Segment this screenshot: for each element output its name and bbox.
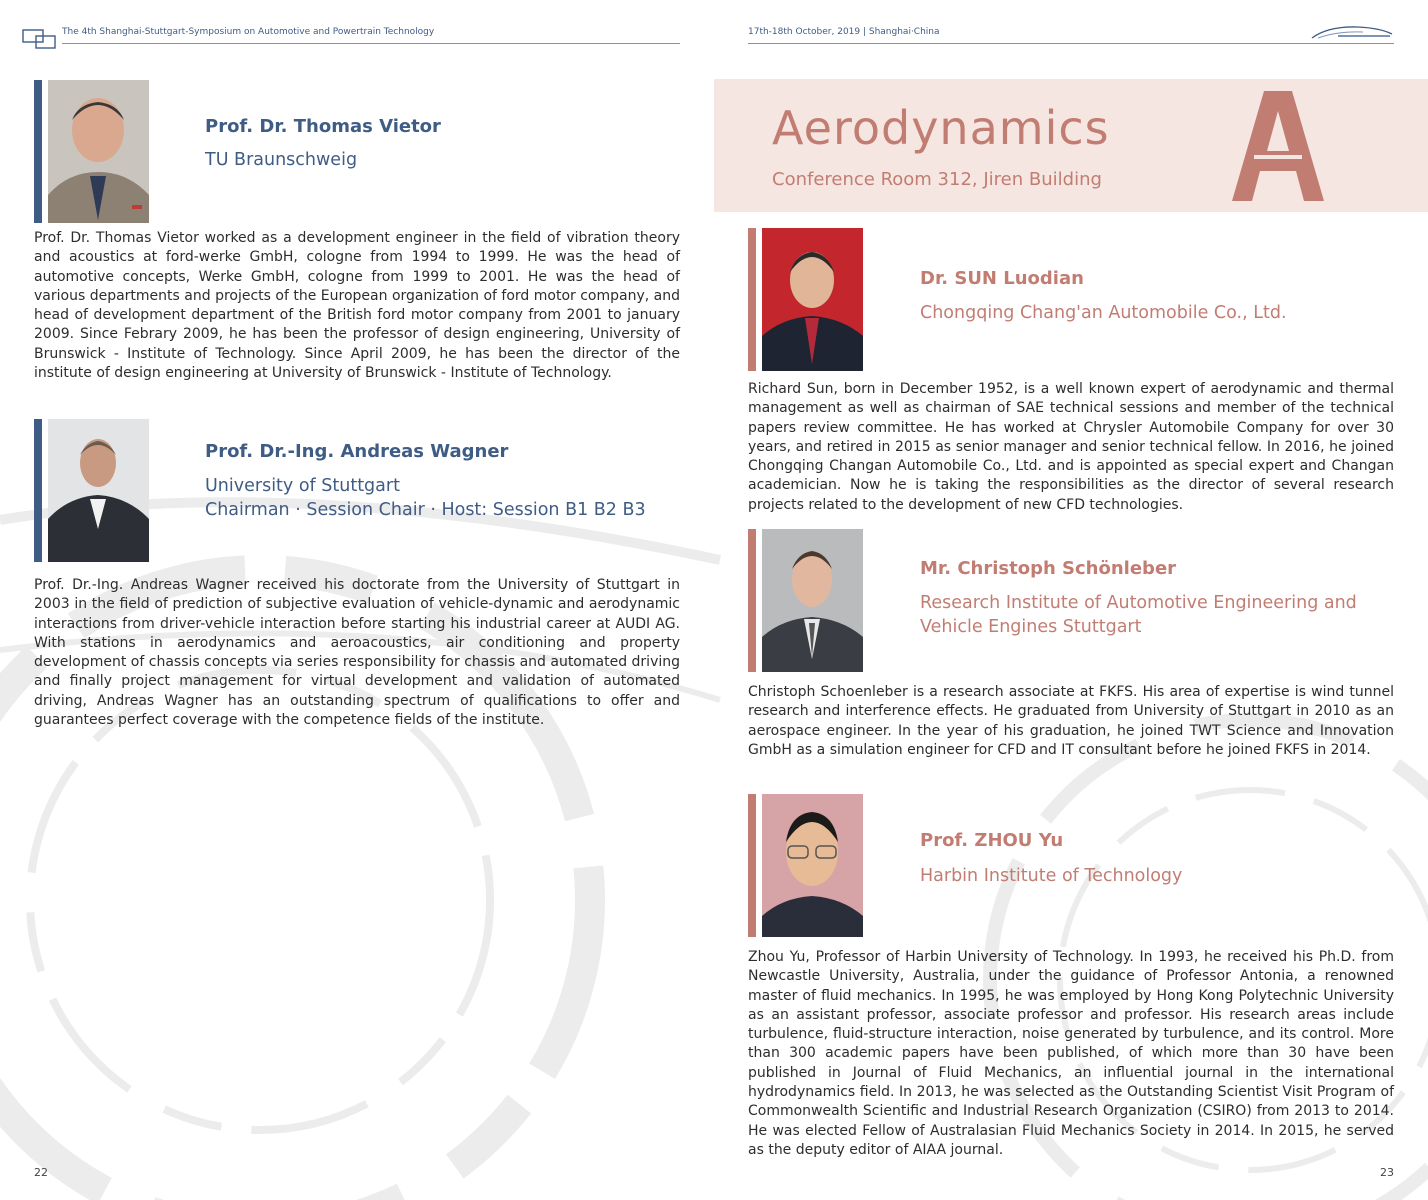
header-rule	[748, 43, 1394, 44]
session-room: Conference Room 312, Jiren Building	[772, 169, 1102, 190]
speaker-name: Mr. Christoph Schönleber	[920, 558, 1177, 579]
speaker-affiliation: Research Institute of Automotive Engineering and Vehicle Engines Stuttgart	[920, 593, 1357, 637]
speaker-photo	[48, 80, 149, 223]
symposium-title: The 4th Shanghai-Stuttgart-Symposium on Automotive and Powertrain Technology	[62, 27, 435, 37]
speaker-affiliation: TU Braunschweig	[205, 150, 358, 170]
speaker-name: Dr. SUN Luodian	[920, 268, 1084, 289]
accent-bar	[34, 80, 42, 223]
speaker-card-sun	[748, 228, 1394, 371]
speaker-photo	[48, 419, 149, 562]
accent-bar	[748, 529, 756, 672]
speaker-card-wagner	[34, 419, 680, 562]
speaker-affiliation: University of Stuttgart	[205, 476, 400, 496]
session-letter-a	[1232, 89, 1324, 201]
symposium-car-logo	[1308, 22, 1394, 42]
overlapping-squares-icon	[22, 28, 56, 50]
event-date-location: 17th-18th October, 2019 | Shanghai·China	[748, 27, 940, 37]
page-number-left: 22	[34, 1166, 48, 1179]
speaker-name: Prof. Dr.-Ing. Andreas Wagner	[205, 441, 509, 462]
speaker-bio: Prof. Dr.-Ing. Andreas Wagner received his doctorate from the University of Stuttgart in 2003 in the field of prediction of subjective evaluation of vehicle-dynamic and aerodynamic interactions from driver-vehicle interaction before starting his industrial career at AUDI AG. With stations in aerodynamics and aeroacoustics, air conditioning and property development of chassis concepts via series responsibility for chassis and automated driving and finally project management for virtual development and validation of automated driving, Andreas Wagner has an outstanding spectrum of qualifications to offer and guarantees perfect coverage with the competence fields of the institute.	[34, 577, 680, 729]
session-banner	[714, 79, 1428, 212]
speaker-affiliation: Chongqing Chang'an Automobile Co., Ltd.	[920, 303, 1287, 323]
speaker-card-zhou	[748, 794, 1394, 937]
speaker-photo	[762, 228, 863, 371]
accent-bar	[748, 794, 756, 937]
speaker-affiliation: Harbin Institute of Technology	[920, 866, 1183, 886]
speaker-role: Chairman · Session Chair · Host: Session B1 B2 B3	[205, 500, 646, 520]
left-page-header	[22, 22, 680, 46]
speaker-photo	[762, 529, 863, 672]
session-title: Aerodynamics	[772, 101, 1110, 155]
page-number-right: 23	[1380, 1166, 1394, 1179]
speaker-card-vietor	[34, 80, 680, 223]
accent-bar	[748, 228, 756, 371]
speaker-name: Prof. ZHOU Yu	[920, 830, 1064, 851]
speaker-bio: Richard Sun, born in December 1952, is a well known expert of aerodynamic and thermal management as well as chairman of SAE technical sessions and member of the technical papers review committee. He has worked at Chrysler Automobile Company for over 30 years, and retired in 2015 as senior manager and senior technical fellow. In 2016, he joined Chongqing Changan Automobile Co., Ltd. and is appointed as special expert and Changan academician. Now he is taking the responsibilities as the director of several research projects related to the development of new CFD technologies.	[748, 381, 1394, 513]
speaker-name: Prof. Dr. Thomas Vietor	[205, 116, 441, 137]
speaker-photo	[762, 794, 863, 937]
header-rule	[62, 43, 680, 44]
accent-bar	[34, 419, 42, 562]
speaker-bio: Zhou Yu, Professor of Harbin University of Technology. In 1993, he received his Ph.D. from Newcastle University, Australia, under the guidance of Professor Antonia, a renowned master of fluid mechanics. In 1995, he was employed by Hong Kong Polytechnic University as an assistant professor, associate professor and professor. His research areas include turbulence, fluid-structure interaction, noise generated by turbulence, and its control. More than 300 academic papers have been published, of which more than 30 have been published in Journal of Fluid Mechanics, an influential journal in the international hydrodynamics field. In 2013, he was selected as the Outstanding Scientist Visit Program of Commonwealth Scientific and Industrial Research Organization (CSIRO) from 2013 to 2014. He was elected Fellow of Australasian Fluid Mechanics Society in 2014. In 2015, he served as the deputy editor of AIAA journal.	[748, 949, 1394, 1158]
speaker-card-schoenleber	[748, 529, 1394, 672]
speaker-bio: Christoph Schoenleber is a research associate at FKFS. His area of expertise is wind tunnel research and interference effects. He graduated from University of Stuttgart in 2010 as an aerospace engineer. In the year of his graduation, he joined TWT Science and Innovation GmbH as a simulation engineer for CFD and IT consultant before he joined FKFS in 2014.	[748, 684, 1394, 758]
right-page-header	[748, 22, 1394, 46]
speaker-bio: Prof. Dr. Thomas Vietor worked as a development engineer in the field of vibration theory and acoustics at ford-werke GmbH, cologne from 1994 to 1999. He was the head of automotive concepts, Werke GmbH, cologne from 1999 to 2001. He was the head of various departments and projects of the European organization of ford motor company, and head of development department of the British ford motor company from 2001 to january 2009. Since Febrary 2009, he has been the professor of design engineering, University of Brunswick - Institute of Technology. Since April 2009, he has been the director of the institute of design engineering at University of Brunswick - Institute of Technology.	[34, 230, 680, 382]
